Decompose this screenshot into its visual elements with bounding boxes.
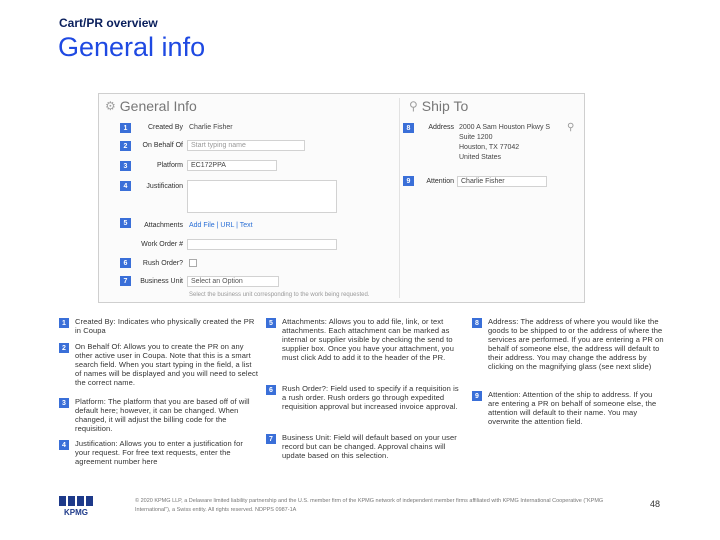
description-4 xyxy=(59,439,259,466)
description-text: On Behalf Of: Allows you to create the PR on any other active user in Coupa. Note that this is a smart search field. When you start typing in the field, a list of names will be displayed and you will need to select the correct name. xyxy=(75,342,259,387)
marker-5: 5 xyxy=(120,218,131,228)
rush-order-label: Rush Order? xyxy=(142,260,183,267)
justification-label: Justification xyxy=(146,183,183,190)
work-order-input[interactable] xyxy=(187,239,337,250)
description-number: 4 xyxy=(59,440,69,450)
business-unit-hint: Select the business unit corresponding to the work being requested. xyxy=(189,292,370,298)
ship-to-title: Ship To xyxy=(421,98,469,114)
attachments-add-link[interactable]: Add File | URL | Text xyxy=(189,222,253,229)
ship-to-heading xyxy=(409,98,468,114)
description-number: 9 xyxy=(472,391,482,401)
description-number: 8 xyxy=(472,318,482,328)
business-unit-select[interactable]: Select an Option xyxy=(187,276,279,287)
description-3 xyxy=(59,397,259,433)
justification-textarea[interactable] xyxy=(187,180,337,213)
section-divider xyxy=(399,98,400,298)
marker-7: 7 xyxy=(120,276,131,286)
platform-label: Platform xyxy=(156,162,183,169)
kicker: Cart/PR overview xyxy=(59,16,158,30)
description-number: 5 xyxy=(266,318,276,328)
marker-8: 8 xyxy=(403,123,414,133)
kpmg-logo xyxy=(59,496,93,516)
description-text: Address: The address of where you would like the goods to be shipped to or the address of where the services are performed. If you are entering a PR on behalf of someone else, the address will default to their address. You may change the address by clicking on the magnifying glass (see next slide) xyxy=(488,317,664,371)
logo-text: KPMG xyxy=(64,508,88,516)
description-6 xyxy=(266,384,464,411)
attention-input[interactable]: Charlie Fisher xyxy=(457,176,547,187)
attention-label: Attention xyxy=(426,178,454,185)
description-9 xyxy=(472,390,664,426)
description-8 xyxy=(472,317,664,371)
description-text: Rush Order?: Field used to specify if a requisition is a rush order. Rush orders go through expedited requisition approval but increased invoice approval. xyxy=(282,384,459,411)
address-line-1: 2000 A Sam Houston Pkwy S xyxy=(459,124,551,131)
legal-footer: © 2020 KPMG LLP, a Delaware limited liability partnership and the U.S. member firm of the KPMG network of independent member firms affiliated with KPMG International Cooperative (“KPMG International”), a Swiss entity. All rights reserved. NDPPS 0987-1A xyxy=(135,498,604,513)
marker-6: 6 xyxy=(120,258,131,268)
description-number: 7 xyxy=(266,434,276,444)
description-2 xyxy=(59,342,259,387)
address-line-4: United States xyxy=(459,154,502,161)
description-number: 1 xyxy=(59,318,69,328)
marker-2: 2 xyxy=(120,141,131,151)
general-info-heading xyxy=(105,98,197,114)
rush-order-checkbox[interactable] xyxy=(189,259,197,267)
description-number: 6 xyxy=(266,385,276,395)
created-by-label: Created By xyxy=(147,124,183,131)
marker-4: 4 xyxy=(120,181,131,191)
business-unit-label: Business Unit xyxy=(140,278,183,285)
description-text: Attachments: Allows you to add file, link, or text attachments. Each attachment can be marked as internal or supplier visible by checking the send to supplier box. Once you have your attachment, you must click Add to add it to the header of the PR. xyxy=(282,317,454,362)
description-number: 3 xyxy=(59,398,69,408)
platform-select[interactable]: EC172PPA xyxy=(187,160,277,171)
description-text: Business Unit: Field will default based on your user record but can be changed. Approval chains will update based on this selection. xyxy=(282,433,457,460)
gear-icon: ⚙ xyxy=(105,99,116,113)
general-info-title: General Info xyxy=(119,98,197,114)
description-1 xyxy=(59,317,259,335)
on-behalf-label: On Behalf Of xyxy=(142,142,183,149)
on-behalf-input[interactable]: Start typing name xyxy=(187,140,305,151)
work-order-label: Work Order # xyxy=(141,241,183,248)
marker-3: 3 xyxy=(120,161,131,171)
page-number: 48 xyxy=(650,499,661,509)
location-pin-icon: ⚲ xyxy=(409,99,418,113)
description-5 xyxy=(266,317,464,362)
description-7 xyxy=(266,433,464,460)
address-line-2: Suite 1200 xyxy=(459,134,493,141)
marker-9: 9 xyxy=(403,176,414,186)
description-text: Created By: Indicates who physically created the PR in Coupa xyxy=(75,317,255,335)
created-by-value: Charlie Fisher xyxy=(189,124,233,131)
page-title: General info xyxy=(58,32,206,62)
description-number: 2 xyxy=(59,343,69,353)
marker-1: 1 xyxy=(120,123,131,133)
address-label: Address xyxy=(428,124,454,131)
general-info-screenshot xyxy=(98,93,585,303)
description-text: Platform: The platform that you are based off of will default here; however, it can be changed. When changed, it will adjust the billing code for the requisition. xyxy=(75,397,250,433)
magnifying-glass-icon[interactable]: ⚲ xyxy=(567,122,575,133)
description-text: Attention: Attention of the ship to address. If you are entering a PR on behalf of someone else, the attention will default to their name. You may overwrite the attention field. xyxy=(488,390,657,426)
address-line-3: Houston, TX 77042 xyxy=(459,144,520,151)
attachments-label: Attachments xyxy=(144,222,183,229)
description-text: Justification: Allows you to enter a justification for your request. For free text requests, enter the agreement number here xyxy=(75,439,243,466)
